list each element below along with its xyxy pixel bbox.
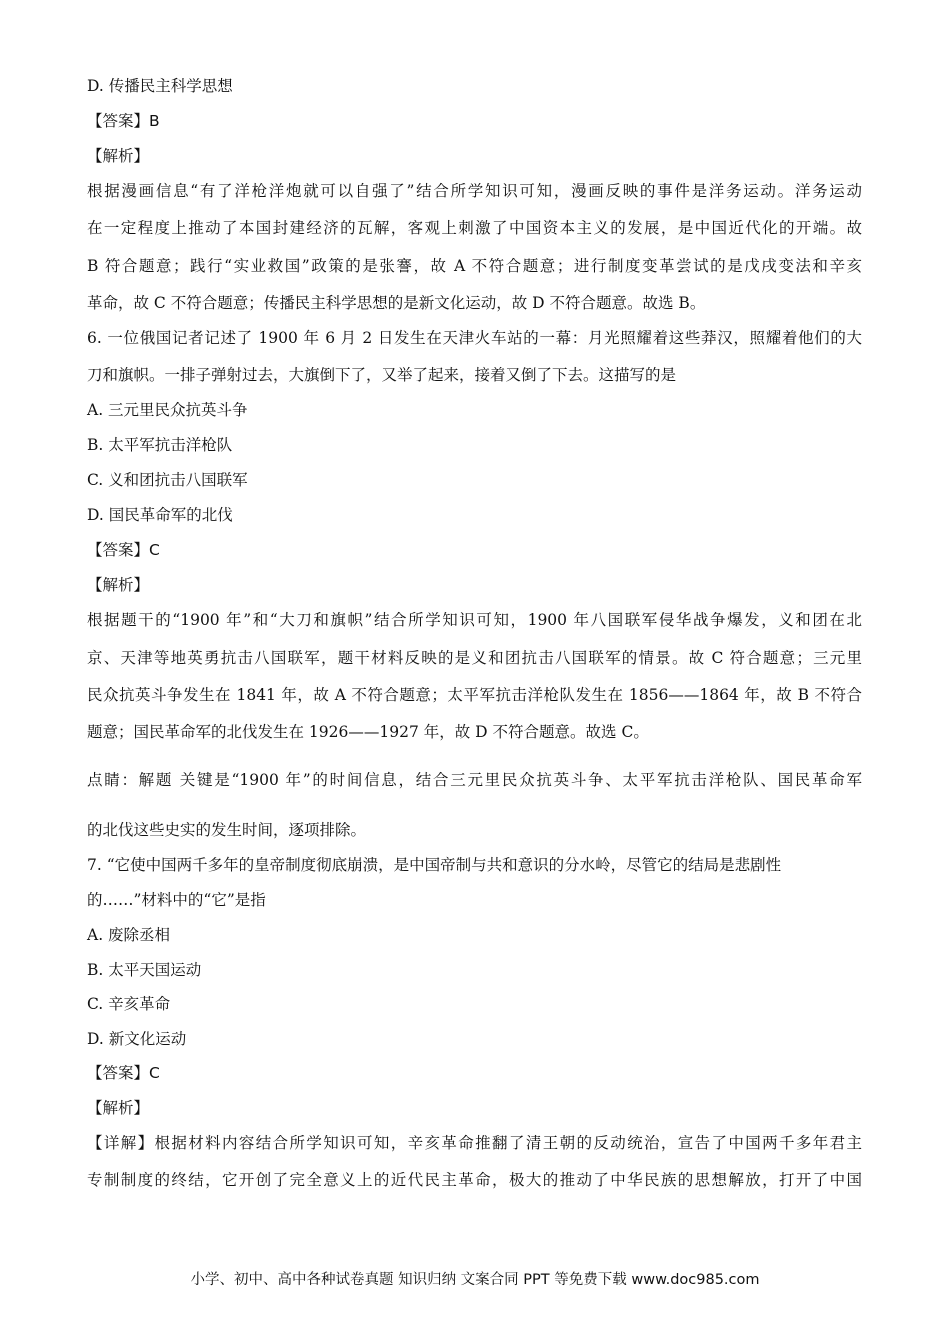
option-c-q6: C. 义和团抗击八国联军 xyxy=(87,471,248,489)
option-d-q7: D. 新文化运动 xyxy=(87,1030,187,1048)
analysis-text-q5-line1: 根据漫画信息“有了洋枪洋炮就可以自强了”结合所学知识可知，漫画反映的事件是洋务运动。洋务运动 xyxy=(87,182,862,200)
analysis-text-q6-line4: 题意；国民革命军的北伐发生在 1926——1927 年，故 D 不符合题意。故选 C。 xyxy=(87,723,649,741)
analysis-label-q5: 【解析】 xyxy=(87,147,150,165)
question-7-line1: 7. “它使中国两千多年的皇帝制度彻底崩溃，是中国帝制与共和意识的分水岭，尽管它的结局是悲剧性 xyxy=(87,856,782,874)
analysis-text-q5-line4: 革命，故 C 不符合题意；传播民主科学思想的是新文化运动，故 D 不符合题意。故选 B。 xyxy=(87,294,706,312)
analysis-text-q5-line3: B 符合题意；践行“实业救国”政策的是张謇，故 A 不符合题意；进行制度变革尝试的是戊戌变法和辛亥 xyxy=(87,257,862,275)
answer-label-q5: 【答案】B xyxy=(87,112,160,130)
option-a-q6: A. 三元里民众抗英斗争 xyxy=(87,401,248,419)
option-b-q7: B. 太平天国运动 xyxy=(87,961,202,979)
question-6-line2: 刀和旗帜。一排子弹射过去，大旗倒下了，又举了起来，接着又倒了下去。这描写的是 xyxy=(87,366,677,384)
answer-label-q6: 【答案】C xyxy=(87,541,160,559)
page-footer: 小学、初中、高中各种试卷真题 知识归纳 文案合同 PPT 等免费下载 www.doc985.com xyxy=(190,1272,760,1288)
option-b-q6: B. 太平军抗击洋枪队 xyxy=(87,436,233,454)
analysis-text-q7-line2: 专制制度的终结，它开创了完全意义上的近代民主革命，极大的推动了中华民族的思想解放，打开了中国 xyxy=(87,1171,862,1189)
analysis-text-q7-line1: 【详解】根据材料内容结合所学知识可知，辛亥革命推翻了清王朝的反动统治，宣告了中国两千多年君主 xyxy=(87,1134,862,1152)
option-d-q5: D. 传播民主科学思想 xyxy=(87,77,233,95)
analysis-label-q6: 【解析】 xyxy=(87,576,150,594)
analysis-text-q6-line1: 根据题干的“1900 年”和“大刀和旗帜”结合所学知识可知，1900 年八国联军侵华战争爆发，义和团在北 xyxy=(87,611,862,629)
analysis-text-q6-line2: 京、天津等地英勇抗击八国联军，题干材料反映的是义和团抗击八国联军的情景。故 C 符合题意；三元里 xyxy=(87,649,862,667)
question-7-line2: 的……”材料中的“它”是指 xyxy=(87,891,266,909)
question-6-line1: 6. 一位俄国记者记述了 1900 年 6 月 2 日发生在天津火车站的一幕：月光照耀着这些莽汉，照耀着他们的大 xyxy=(87,329,862,347)
option-c-q7: C. 辛亥革命 xyxy=(87,995,171,1013)
analysis-label-q7: 【解析】 xyxy=(87,1099,150,1117)
answer-label-q7: 【答案】C xyxy=(87,1064,160,1082)
analysis-text-q6-line3: 民众抗英斗争发生在 1841 年，故 A 不符合题意；太平军抗击洋枪队发生在 1856——1864 年，故 B 不符合 xyxy=(87,686,862,704)
tip-q6-line2: 的北伐这些史实的发生时间，逐项排除。 xyxy=(87,821,367,839)
option-a-q7: A. 废除丞相 xyxy=(87,926,171,944)
analysis-text-q5-line2: 在一定程度上推动了本国封建经济的瓦解，客观上刺激了中国资本主义的发展，是中国近代化的开端。故 xyxy=(87,219,862,237)
tip-q6-line1: 点睛：解题 关键是“1900 年”的时间信息，结合三元里民众抗英斗争、太平军抗击洋枪队、国民革命军 xyxy=(87,771,862,789)
option-d-q6: D. 国民革命军的北伐 xyxy=(87,506,233,524)
